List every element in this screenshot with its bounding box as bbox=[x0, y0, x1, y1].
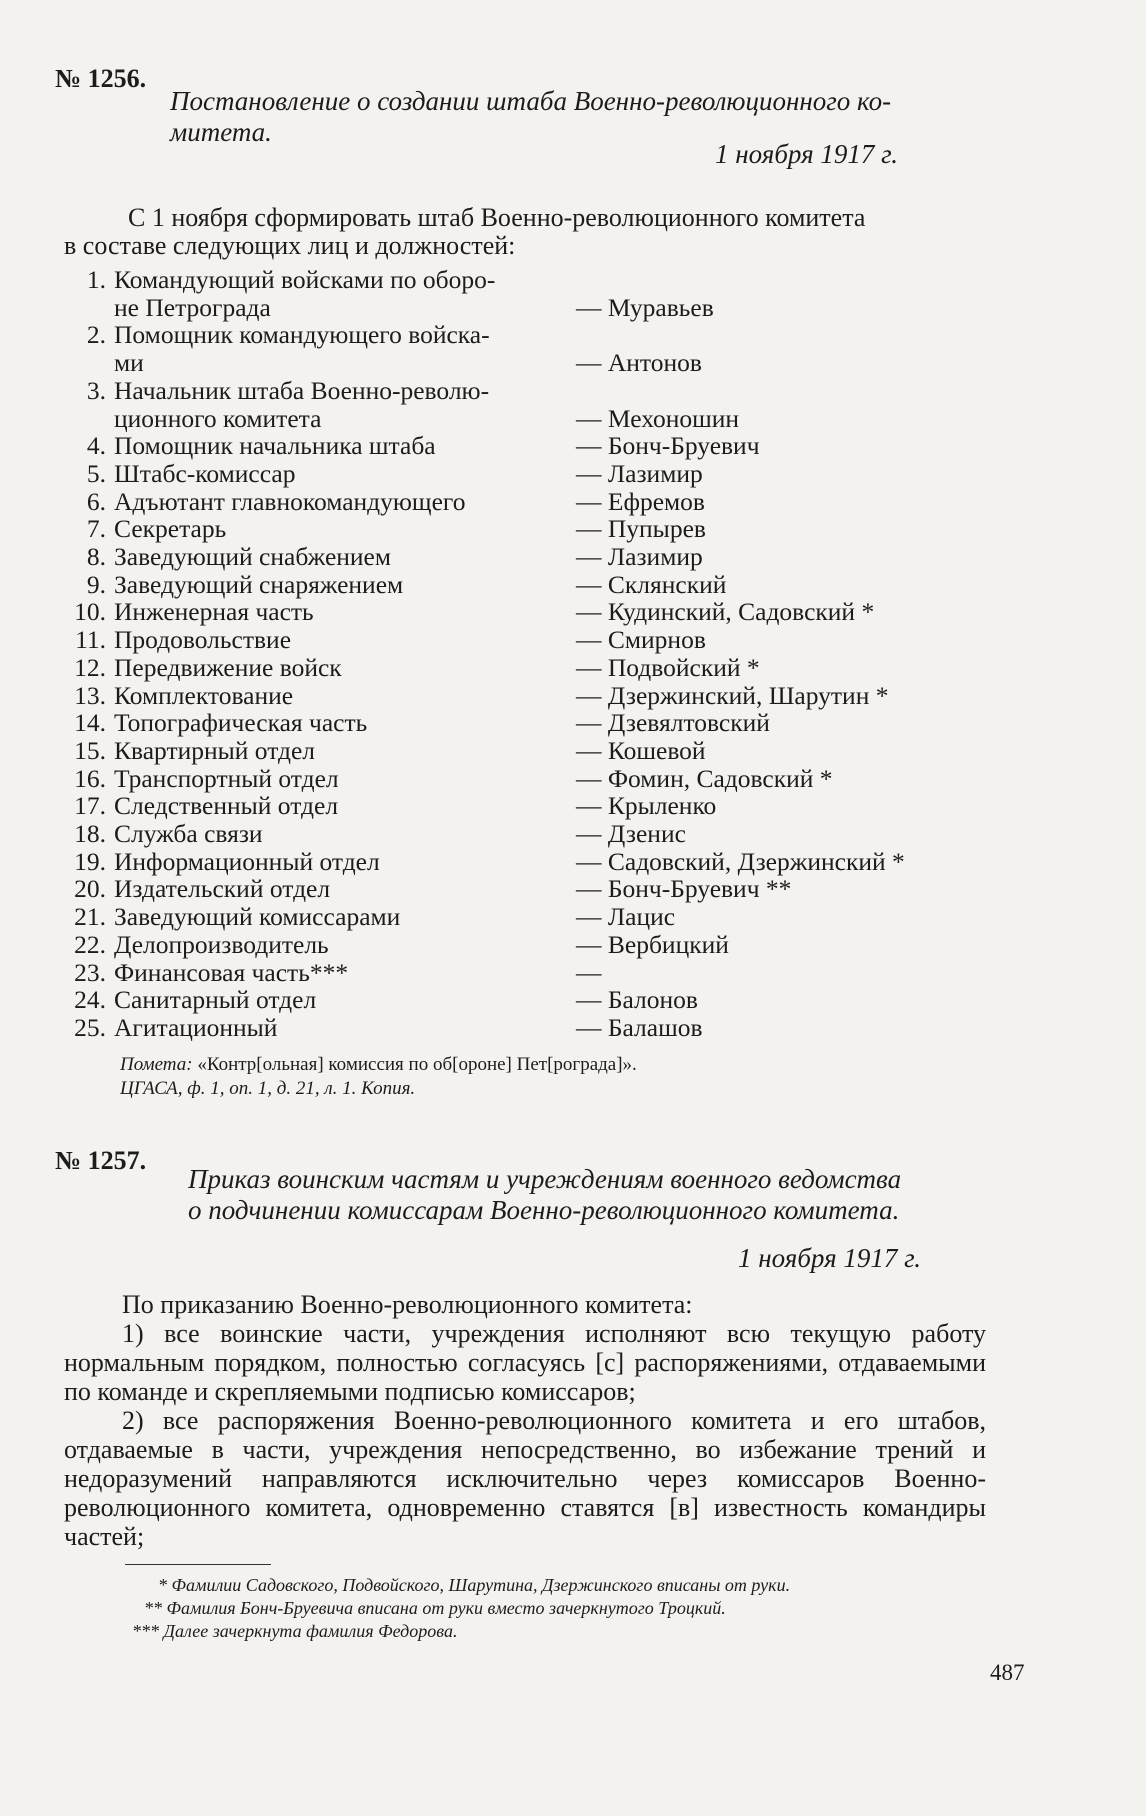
note-text: «Контр[ольная] комиссия по об[ороне] Пет[рограда]». bbox=[197, 1054, 637, 1075]
staff-role: Транспортный отдел bbox=[114, 763, 339, 793]
staff-num: 2. bbox=[86, 320, 106, 350]
staff-name: — Лацис bbox=[576, 902, 676, 932]
staff-name: — Дзержинский, Шарутин * bbox=[576, 680, 889, 710]
staff-name: — Склянский bbox=[576, 569, 727, 599]
staff-role: Делопроизводитель bbox=[114, 929, 329, 959]
staff-num: 15. bbox=[74, 735, 106, 765]
staff-name: — Садовский, Дзержинский * bbox=[576, 846, 905, 876]
footnote: * Фамилии Садовского, Подвойского, Шарутина, Дзержинского вписаны от руки. bbox=[158, 1575, 791, 1595]
footnotes bbox=[100, 1574, 1050, 1643]
staff-row bbox=[60, 903, 1040, 931]
staff-name: — Смирнов bbox=[576, 625, 706, 655]
staff-name: — Подвойский * bbox=[576, 652, 760, 682]
order-paragraph: 2) все распоряжения Военно-революционного комитета и его штабов, отдаваемые в части, учреждения непосредственно, во избежание трений и недоразумений направляются исключительно через комиссаров Военно-революционного комитета, одновременно ставятся [в] известность командиры частей; bbox=[64, 1406, 986, 1551]
staff-name: — Фомин, Садовский * bbox=[576, 763, 833, 793]
staff-name: — Кудинский, Садовский * bbox=[576, 597, 875, 627]
staff-role: Инженерная часть bbox=[114, 597, 314, 627]
staff-role: Начальник штаба Военно-револю- bbox=[114, 375, 490, 405]
staff-role: Топографическая часть bbox=[114, 708, 368, 738]
staff-num: 24. bbox=[74, 985, 106, 1015]
staff-role: Квартирный отдел bbox=[114, 735, 316, 765]
staff-num: 11. bbox=[75, 625, 106, 655]
staff-role: Комплектование bbox=[114, 680, 294, 710]
staff-row bbox=[60, 571, 1040, 599]
staff-num: 20. bbox=[74, 874, 106, 904]
staff-name: — Антонов bbox=[576, 348, 702, 378]
staff-num: 21. bbox=[74, 902, 106, 932]
staff-name: — Дзевялтовский bbox=[576, 708, 770, 738]
footnote: ** Фамилия Бонч-Бруевича вписана от руки вместо зачеркнутого Троцкий. bbox=[144, 1598, 726, 1618]
staff-row bbox=[60, 405, 1040, 433]
staff-name: — Бонч-Бруевич ** bbox=[576, 874, 792, 904]
staff-role: Помощник начальника штаба bbox=[114, 431, 436, 461]
document-date-1257: 1 ноября 1917 г. bbox=[738, 1243, 922, 1273]
staff-row bbox=[60, 737, 1040, 765]
staff-row bbox=[60, 349, 1040, 377]
intro-line: С 1 ноября сформировать штаб Военно-революционного комитета bbox=[128, 203, 866, 232]
title-line: митета. bbox=[170, 117, 272, 147]
staff-role: Агитационный bbox=[114, 1012, 278, 1042]
order-paragraph: По приказанию Военно-революционного комитета: bbox=[122, 1290, 693, 1319]
title-line: о подчинении комиссарам Военно-революционного комитета. bbox=[188, 1195, 900, 1225]
footnote-divider bbox=[125, 1564, 271, 1565]
staff-name: — bbox=[576, 957, 602, 987]
staff-row bbox=[60, 432, 1040, 460]
staff-name: — Балонов bbox=[576, 985, 698, 1015]
footnote: *** Далее зачеркнута фамилия Федорова. bbox=[132, 1621, 458, 1641]
staff-role: Заведующий снаряжением bbox=[114, 569, 404, 599]
staff-row bbox=[60, 820, 1040, 848]
document-date-1256: 1 ноября 1917 г. bbox=[715, 139, 899, 169]
staff-role: Передвижение войск bbox=[114, 652, 342, 682]
staff-row bbox=[60, 543, 1040, 571]
staff-row bbox=[60, 488, 1040, 516]
staff-num: 3. bbox=[86, 375, 106, 405]
staff-name: — Кошевой bbox=[576, 735, 706, 765]
staff-role: Секретарь bbox=[114, 514, 227, 544]
staff-num: 16. bbox=[74, 763, 106, 793]
staff-num: 22. bbox=[74, 929, 106, 959]
staff-name: — Ефремов bbox=[576, 486, 705, 516]
staff-role: ми bbox=[114, 348, 144, 378]
staff-name: — Муравьев bbox=[576, 292, 714, 322]
staff-list bbox=[60, 266, 1040, 1042]
staff-num: 12. bbox=[74, 652, 106, 682]
staff-num: 7. bbox=[86, 514, 106, 544]
title-line: Постановление о создании штаба Военно-революционного ко- bbox=[170, 86, 892, 116]
staff-num: 1. bbox=[86, 265, 106, 294]
staff-role: Служба связи bbox=[114, 819, 263, 849]
staff-num: 4. bbox=[86, 431, 106, 461]
staff-name: — Балашов bbox=[576, 1012, 703, 1042]
staff-num: 5. bbox=[86, 458, 106, 488]
archive-reference: ЦГАСА, ф. 1, оп. 1, д. 21, л. 1. Копия. bbox=[120, 1078, 416, 1099]
staff-name: — Бонч-Бруевич bbox=[576, 431, 760, 461]
staff-num: 10. bbox=[74, 597, 106, 627]
document-title-1257 bbox=[188, 1164, 901, 1226]
document-number-1257: № 1257. bbox=[55, 1146, 147, 1175]
intro-line: в составе следующих лиц и должностей: bbox=[64, 231, 516, 260]
staff-num: 18. bbox=[74, 819, 106, 849]
page-number: 487 bbox=[990, 1660, 1025, 1685]
staff-role: Адъютант главнокомандующего bbox=[114, 486, 466, 516]
staff-role: Помощник командующего войска- bbox=[114, 320, 490, 350]
intro-text bbox=[64, 204, 994, 260]
staff-role: Заведующий снабжением bbox=[114, 542, 392, 572]
staff-role: Информационный отдел bbox=[114, 846, 380, 876]
staff-role: ционного комитета bbox=[114, 403, 322, 433]
staff-row bbox=[60, 765, 1040, 793]
staff-name: — Дзенис bbox=[576, 819, 686, 849]
staff-row bbox=[60, 709, 1040, 737]
staff-num: 17. bbox=[74, 791, 106, 821]
document-number-1256: № 1256. bbox=[55, 64, 147, 93]
staff-name: — Пупырев bbox=[576, 514, 706, 544]
staff-role: Штабс-комиссар bbox=[114, 458, 296, 488]
staff-num: 23. bbox=[74, 957, 106, 987]
staff-row bbox=[60, 931, 1040, 959]
staff-row bbox=[60, 266, 1040, 294]
staff-name: — Мехоношин bbox=[576, 403, 740, 433]
staff-name: — Вербицкий bbox=[576, 929, 729, 959]
staff-row bbox=[60, 875, 1040, 903]
staff-role: не Петрограда bbox=[114, 292, 271, 322]
staff-role: Командующий войсками по оборо- bbox=[114, 265, 496, 294]
staff-role: Санитарный отдел bbox=[114, 985, 317, 1015]
staff-role: Продовольствие bbox=[114, 625, 292, 655]
staff-row bbox=[60, 682, 1040, 710]
staff-name: — Лазимир bbox=[576, 542, 703, 572]
staff-row bbox=[60, 598, 1040, 626]
staff-row bbox=[60, 626, 1040, 654]
staff-row bbox=[60, 515, 1040, 543]
staff-name: — Крыленко bbox=[576, 791, 717, 821]
staff-row bbox=[60, 321, 1040, 349]
staff-row bbox=[60, 792, 1040, 820]
title-line: Приказ воинским частям и учреждениям военного ведомства bbox=[188, 1164, 902, 1194]
staff-role: Следственный отдел bbox=[114, 791, 339, 821]
staff-role: Финансовая часть*** bbox=[114, 957, 349, 987]
staff-num: 13. bbox=[74, 680, 106, 710]
annotation-note bbox=[120, 1053, 637, 1077]
staff-num: 6. bbox=[86, 486, 106, 516]
staff-num: 8. bbox=[86, 542, 106, 572]
staff-num: 14. bbox=[74, 708, 106, 738]
staff-row bbox=[60, 294, 1040, 322]
staff-row bbox=[60, 460, 1040, 488]
order-paragraph: 1) все воинские части, учреждения исполняют всю текущую работу нормальным порядком, полностью согласуясь [с] распоряжениями, отдаваемыми по команде и скрепляемыми подписью комиссаров; bbox=[64, 1319, 986, 1406]
staff-num: 25. bbox=[74, 1012, 106, 1042]
order-text bbox=[64, 1290, 986, 1551]
staff-row bbox=[60, 377, 1040, 405]
staff-role: Заведующий комиссарами bbox=[114, 902, 401, 932]
staff-row bbox=[60, 654, 1040, 682]
staff-name: — Лазимир bbox=[576, 458, 703, 488]
staff-row bbox=[60, 986, 1040, 1014]
note-label: Помета: bbox=[120, 1054, 193, 1075]
staff-role: Издательский отдел bbox=[114, 874, 331, 904]
staff-num: 19. bbox=[74, 846, 106, 876]
staff-num: 9. bbox=[86, 569, 106, 599]
staff-row bbox=[60, 1014, 1040, 1042]
staff-row bbox=[60, 848, 1040, 876]
staff-row bbox=[60, 959, 1040, 987]
